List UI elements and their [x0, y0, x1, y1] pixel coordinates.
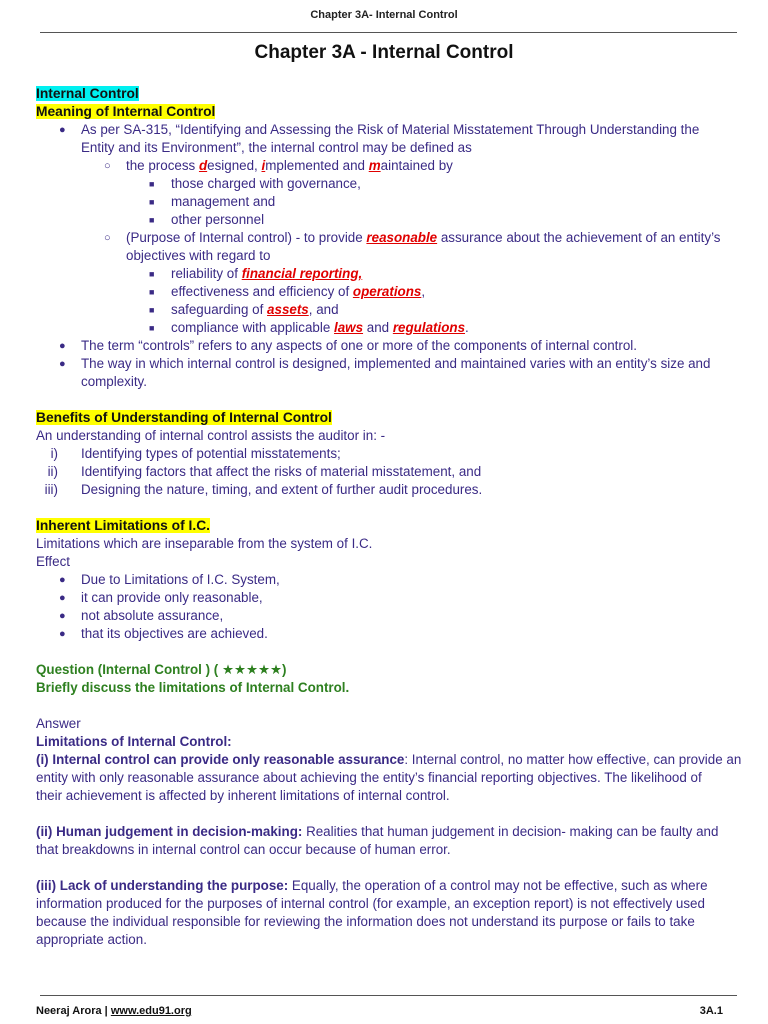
- header-divider: [40, 32, 737, 33]
- document-body: [36, 85, 741, 949]
- bullet-item: ● The term “controls” refers to any aspects of one or more of the components of internal control.: [59, 338, 637, 353]
- page-number: 3A.1: [699, 1005, 723, 1017]
- sub-sub-bullet-item: ■ management and: [149, 194, 276, 209]
- section-heading: Inherent Limitations of I.C.: [36, 518, 210, 533]
- bullet-dot-icon: ●: [59, 358, 66, 370]
- square-bullet-icon: ■: [149, 197, 155, 207]
- footer-divider: [40, 995, 737, 996]
- bullet-item: ● it can provide only reasonable,: [59, 590, 263, 605]
- numbered-item: ii) Identifying factors that affect the risks of material misstatement, and: [47, 464, 482, 479]
- bullet-item: ● Due to Limitations of I.C. System,: [59, 572, 280, 587]
- question-text: Briefly discuss the limitations of Internal Control.: [36, 680, 350, 695]
- paragraph: Limitations which are inseparable from the system of I.C.: [36, 536, 373, 551]
- answer-label: Answer: [36, 716, 81, 731]
- answer-paragraph: (i) Internal control can provide only reasonable assurance: Internal control, no matter how effective, can provide an entity with only reasonable assurance about achieving the entity’s financial reporting objectives. The likelihood of their achievement is affected by inherent limitations of internal control.: [36, 752, 742, 803]
- bullet-dot-icon: ●: [59, 574, 66, 586]
- bullet-item: ● As per SA-315, “Identifying and Assessing the Risk of Material Misstatement Through Understanding the Entity and its Environment”, the internal control may be defined as: [59, 122, 700, 155]
- circle-bullet-icon: ○: [104, 160, 111, 172]
- bullet-dot-icon: ●: [59, 610, 66, 622]
- square-bullet-icon: ■: [149, 287, 155, 297]
- square-bullet-icon: ■: [149, 179, 155, 189]
- page-footer: [36, 1002, 723, 1020]
- square-bullet-icon: ■: [149, 215, 155, 225]
- page-title: Chapter 3A - Internal Control: [254, 42, 514, 63]
- answer-paragraph: (iii) Lack of understanding the purpose: Equally, the operation of a control may not be effective, such as where information produced for the purposes of internal control (for example, an exception report) is not effectively used because the individual responsible for reviewing the information does not understand its purpose or fails to take appropriate action.: [36, 878, 708, 947]
- square-bullet-icon: ■: [149, 305, 155, 315]
- square-bullet-icon: ■: [149, 269, 155, 279]
- bullet-dot-icon: ●: [59, 340, 66, 352]
- sub-sub-bullet-item: ■ those charged with governance,: [149, 176, 361, 191]
- footer-website-link[interactable]: www.edu91.org: [110, 1005, 192, 1017]
- section-heading: Internal Control: [36, 86, 139, 101]
- answer-heading: Limitations of Internal Control:: [36, 734, 232, 749]
- bullet-dot-icon: ●: [59, 124, 66, 136]
- sub-sub-bullet-item: ■ other personnel: [149, 212, 265, 227]
- sub-sub-bullet-item: ■ effectiveness and efficiency of operations,: [149, 284, 426, 299]
- sub-sub-bullet-item: ■ safeguarding of assets, and: [149, 302, 339, 317]
- square-bullet-icon: ■: [149, 323, 155, 333]
- sub-sub-bullet-item: ■ reliability of financial reporting,: [149, 266, 363, 281]
- bullet-dot-icon: ●: [59, 592, 66, 604]
- running-header: Chapter 3A- Internal Control: [310, 9, 458, 21]
- sub-bullet-item: ○ the process designed, implemented and maintained by: [104, 158, 453, 173]
- bullet-item: ● The way in which internal control is designed, implemented and maintained varies with an entity’s size and complexity.: [59, 356, 711, 389]
- subheading: Meaning of Internal Control: [36, 104, 216, 119]
- section-heading: Benefits of Understanding of Internal Control: [36, 410, 332, 425]
- sub-bullet-item: ○ (Purpose of Internal control) - to provide reasonable assurance about the achievement of an entity’s objectives with regard to: [104, 230, 721, 263]
- bullet-dot-icon: ●: [59, 628, 66, 640]
- circle-bullet-icon: ○: [104, 232, 111, 244]
- footer-author: Neeraj Arora |: [36, 1005, 111, 1017]
- numbered-item: iii) Designing the nature, timing, and extent of further audit procedures.: [44, 482, 483, 497]
- answer-paragraph: (ii) Human judgement in decision-making: Realities that human judgement in decision- making can be faulty and that breakdowns in internal control can occur because of human error.: [36, 824, 719, 857]
- bullet-item: ● not absolute assurance,: [59, 608, 224, 623]
- paragraph: An understanding of internal control assists the auditor in: -: [36, 428, 386, 443]
- bullet-item: ● that its objectives are achieved.: [59, 626, 268, 641]
- numbered-item: i) Identifying types of potential misstatements;: [50, 446, 341, 461]
- sub-sub-bullet-item: ■ compliance with applicable laws and regulations.: [149, 320, 469, 335]
- question-label: Question (Internal Control ) ( ★★★★★): [36, 662, 287, 677]
- paragraph: Effect: [36, 554, 70, 569]
